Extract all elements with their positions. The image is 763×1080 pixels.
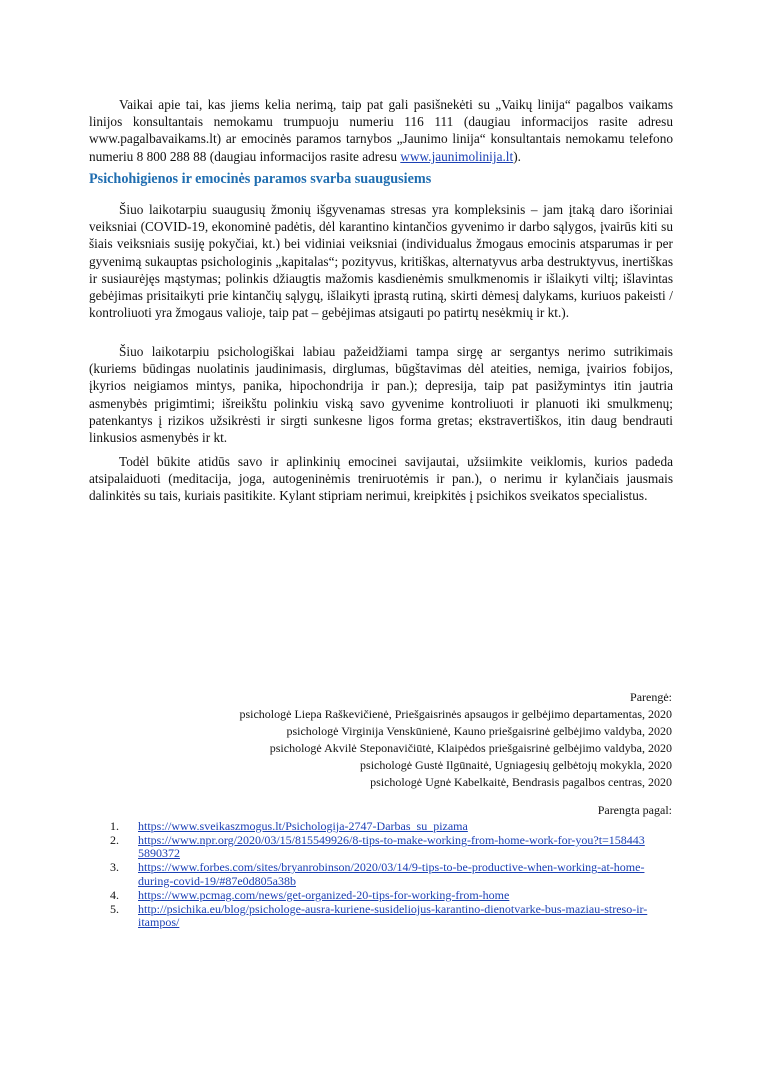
source-item bbox=[110, 834, 650, 861]
credits-author: psichologė Virginija Venskūnienė, Kauno priešgaisrinė gelbėjimo valdyba, 2020 bbox=[286, 724, 672, 739]
sources-title: Parengta pagal: bbox=[597, 803, 672, 817]
source-number: 2. bbox=[110, 833, 119, 847]
source-link[interactable]: https://www.npr.org/2020/03/15/815549926/8-tips-to-make-working-from-home-work-for-you?t=1584435890372 bbox=[138, 833, 645, 861]
source-item bbox=[110, 889, 650, 902]
source-number: 3. bbox=[110, 860, 119, 875]
source-link[interactable]: http://psichika.eu/blog/psichologe-ausra-kuriene-susideliojus-karantino-dienotvarke-bus-maziau-streso-ir-itampos/ bbox=[138, 901, 648, 930]
paragraph-adult-stress: Šiuo laikotarpiu suaugusių žmonių išgyvenamas stresas yra kompleksinis – jam įtaką daro išoriniai veiksniai (COVID-19, ekonominė padėtis, dėl karantino kintančios gyvenimo ir darbo sąlygos, įvairūs kiti su šiais veiksniais susiję pokyčiai, kt.) bei vidiniai veiksniai (individualus žmogaus emocinis atsparumas ir per gyvenimą sukauptas psichologinis „kapitalas“; pozityvus, kritiškas, alternatyvus arba destruktyvus, inertiškas ir susiaurėjęs mąstymas; polinkis džiaugtis mažomis kasdienėmis smulkmenomis ir išlaikyti viltį; išlavintas gebėjimas prisitaikyti prie kintančių sąlygų, išlaikyti įprastą rutiną, skirti dėmesį dalykams, kuriuos pakeisti / kontroliuoti yra žmogaus valioje, taip pat – gebėjimas atsigauti po patirtų nesėkmių ir kt.). bbox=[89, 202, 673, 321]
credits-block bbox=[152, 689, 672, 792]
paragraph-text: Vaikai apie tai, kas jiems kelia nerimą, taip pat gali pasišnekėti su „Vaikų linija“ pagalbos vaikams linijos konsultantais nemokamu trumpuoju numeriu 116 111 (daugiau informacijos rasite adresu www.pagalbavaikams.lt) ar emocinės paramos tarnybos „Jaunimo linija“ konsultantais nemokamu telefono numeriu 8 800 288 88 (daugiau informacijos rasite adresu bbox=[89, 97, 673, 164]
source-number: 1. bbox=[110, 819, 119, 833]
source-item bbox=[110, 903, 650, 930]
paragraph-child-helplines bbox=[89, 96, 673, 165]
source-number: 5. bbox=[110, 901, 119, 916]
credits-author: psichologė Gustė Ilgūnaitė, Ugniagesių gelbėtojų mokykla, 2020 bbox=[360, 758, 672, 773]
source-item bbox=[110, 820, 650, 833]
source-link[interactable]: https://www.pcmag.com/news/get-organized-20-tips-for-working-from-home bbox=[138, 887, 510, 902]
section-heading: Psichohigienos ir emocinės paramos svarba suaugusiems bbox=[89, 171, 432, 187]
source-number: 4. bbox=[110, 887, 119, 902]
source-link[interactable]: https://www.sveikaszmogus.lt/Psichologija-2747-Darbas_su_pizama bbox=[138, 819, 468, 833]
credits-title: Parengė: bbox=[630, 690, 672, 704]
paragraph-vulnerable-groups: Šiuo laikotarpiu psichologiškai labiau pažeidžiami tampa sirgę ar sergantys nerimo sutrikimais (kuriems būdingas nuolatinis jaudinimasis, dirglumas, būgštavimas dėl ateities, nemiga, įvairios fobijos, įkyrios neigiamos mintys, panika, hipochondrija ir pan.); depresija, taip pat pasižymintys itin jautria asmenybės prigimtimi; išreikštu polinkiu viską savo gyvenime kontroliuoti ir planuoti iki smulkmenų; patenkantys į rizikos užsikrėsti ir sirgti sunkesne ligos forma gretas; ekstravertiškos, itin daug bendrauti linkusios asmenybės ir kt. bbox=[89, 344, 673, 446]
source-item bbox=[110, 861, 650, 888]
credits-author: psichologė Akvilė Steponavičiūtė, Klaipėdos priešgaisrinė gelbėjimo valdyba, 2020 bbox=[269, 741, 672, 756]
jaunimo-linija-link[interactable]: www.jaunimolinija.lt bbox=[400, 148, 514, 164]
paragraph-advice: Todėl būkite atidūs savo ir aplinkinių emocinei savijautai, užsiimkite veiklomis, kurios padeda atsipalaiduoti (meditacija, joga, autogeninėmis treniruotėmis ir pan.), o nerimu ir kylančiais jausmais dalinkitės su tais, kuriais pasitikite. Kylant stipriam nerimui, kreipkitės į psichikos sveikatos specialistus. bbox=[89, 454, 673, 504]
credits-author: psichologė Liepa Raškevičienė, Priešgaisrinės apsaugos ir gelbėjimo departamentas, 2020 bbox=[239, 707, 672, 722]
source-link[interactable]: https://www.forbes.com/sites/bryanrobinson/2020/03/14/9-tips-to-be-productive-when-working-at-home-during-covid-19/#87e0d805a38b bbox=[138, 860, 645, 888]
sources-list bbox=[110, 820, 650, 930]
paragraph-text-end: ). bbox=[513, 148, 521, 164]
credits-author: psichologė Ugnė Kabelkaitė, Bendrasis pagalbos centras, 2020 bbox=[370, 775, 672, 790]
